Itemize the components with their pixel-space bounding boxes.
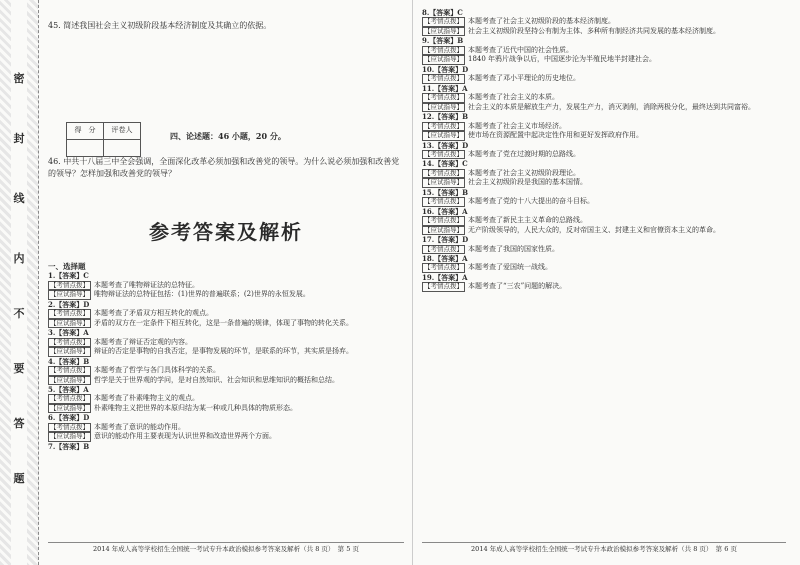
answer-explanation bbox=[422, 245, 786, 255]
explanation-tag: 【考情点拨】 bbox=[50, 309, 89, 318]
answer-number: 18.【答案】A bbox=[422, 254, 468, 264]
answer-number: 8.【答案】C bbox=[422, 8, 463, 17]
explanation-text: 使市场在资源配置中起决定性作用和更好发挥政府作用。 bbox=[468, 131, 643, 140]
seal-char: 答 bbox=[13, 417, 25, 430]
explanation-text: 本题考查了党的十八大提出的奋斗目标。 bbox=[468, 197, 594, 206]
explanation-text: 辩证的否定是事物的自我否定，是事物发展的环节，是联系的环节，其实质是扬弃。 bbox=[94, 347, 353, 356]
answer-explanation bbox=[48, 404, 404, 414]
explanation-tag: 【考情点拨】 bbox=[50, 422, 89, 431]
explanation-tag: 【考情点拨】 bbox=[424, 263, 463, 272]
answer-explanation bbox=[48, 309, 404, 319]
explanation-text: 本题考查了社会主义初级阶段的基本经济制度。 bbox=[468, 17, 615, 26]
answer-number: 1.【答案】C bbox=[48, 271, 89, 281]
explanation-text: 无产阶级领导的，人民大众的，反对帝国主义、封建主义和官僚资本主义的革命。 bbox=[468, 225, 720, 234]
answer-explanation bbox=[422, 93, 786, 103]
explanation-tag: 【考情点拨】 bbox=[424, 216, 463, 225]
answer-number: 2.【答案】D bbox=[48, 299, 90, 309]
explanation-text: 本题考查了爱国统一战线。 bbox=[468, 263, 552, 272]
explanation-text: 本题考查了辩证否定观的内容。 bbox=[94, 337, 192, 346]
answer-number: 15.【答案】B bbox=[422, 187, 469, 197]
answer-explanation bbox=[48, 281, 404, 291]
explanation-tag: 【应试指导】 bbox=[424, 225, 463, 234]
explanation-tag: 【考情点拨】 bbox=[50, 337, 89, 346]
seal-char: 密 bbox=[13, 72, 25, 85]
answer-number: 4.【答案】B bbox=[48, 356, 90, 366]
explanation-text: 本题考查了社会主义的本质。 bbox=[468, 93, 559, 102]
seal-char: 内 bbox=[13, 252, 25, 265]
answer-number: 17.【答案】D bbox=[422, 235, 469, 245]
answer-explanation bbox=[422, 226, 786, 236]
explanation-tag: 【应试指导】 bbox=[50, 403, 89, 412]
left-page bbox=[48, 6, 404, 554]
explanation-tag: 【应试指导】 bbox=[50, 432, 89, 441]
explanation-text: 社会主义初级阶段坚持公有制为主体、多种所有制经济共同发展的基本经济制度。 bbox=[468, 26, 720, 35]
seal-char: 不 bbox=[13, 307, 25, 320]
explanation-tag: 【考情点拨】 bbox=[50, 394, 89, 403]
explanation-text: 本题考查了朴素唯物主义的观点。 bbox=[94, 394, 199, 403]
answer-number: 19.【答案】A bbox=[422, 272, 468, 282]
explanation-text: 本题考查了近代中国的社会性质。 bbox=[468, 45, 573, 54]
explanation-tag: 【应试指导】 bbox=[424, 55, 463, 64]
answer-explanation bbox=[422, 103, 786, 113]
explanation-tag: 【考情点拨】 bbox=[424, 282, 463, 291]
explanation-text: 社会主义的本质是解放生产力，发展生产力，消灭剥削，消除两极分化，最终达到共同富裕。 bbox=[468, 102, 755, 111]
explanation-tag: 【考情点拨】 bbox=[424, 149, 463, 158]
explanation-text: 哲学是关于世界观的学问，是对自然知识、社会知识和思维知识的概括和总结。 bbox=[94, 375, 339, 384]
explanation-text: 本题考查了社会主义市场经济。 bbox=[468, 121, 566, 130]
explanation-tag: 【考情点拨】 bbox=[50, 366, 89, 375]
score-box bbox=[66, 122, 141, 157]
page-divider bbox=[412, 0, 413, 565]
explanation-text: 本题考查了哲学与各门具体科学的关系。 bbox=[94, 366, 220, 375]
seal-char: 线 bbox=[13, 192, 25, 205]
right-page bbox=[422, 6, 786, 554]
answer-number: 10.【答案】D bbox=[422, 64, 469, 74]
answer-number: 9.【答案】B bbox=[422, 36, 464, 46]
answer-number: 7.【答案】B bbox=[48, 441, 90, 451]
explanation-text: 社会主义初级阶段是我国的基本国情。 bbox=[468, 178, 587, 187]
page-footer: 2014 年成人高等学校招生全国统一考试专升本政治模拟参考答案及解析（共 8 页） 第 5 页 bbox=[48, 542, 404, 554]
question-45: 45. 简述我国社会主义初级阶段基本经济制度及其确立的依据。 bbox=[48, 21, 272, 30]
answer-explanation bbox=[422, 263, 786, 273]
answer-explanation bbox=[48, 432, 404, 442]
answer-explanation bbox=[48, 376, 404, 386]
answer-number: 14.【答案】C bbox=[422, 159, 468, 169]
explanation-tag: 【考情点拨】 bbox=[424, 121, 463, 130]
seal-char: 要 bbox=[13, 362, 25, 375]
answer-explanation bbox=[422, 74, 786, 84]
answer-explanation bbox=[48, 319, 404, 329]
answer-explanation bbox=[48, 423, 404, 433]
answer-explanation bbox=[48, 366, 404, 376]
page-title: 参考答案及解析 bbox=[149, 220, 303, 244]
explanation-text: 朴素唯物主义把世界的本原归结为某一种或几种具体的物质形态。 bbox=[94, 403, 297, 412]
answer-explanation bbox=[422, 131, 786, 141]
answer-number: 13.【答案】D bbox=[422, 140, 469, 150]
explanation-tag: 【考情点拨】 bbox=[50, 280, 89, 289]
answer-explanation bbox=[422, 46, 786, 56]
explanation-text: 唯物辩证法的总特征包括：(1)世界的普遍联系；(2)世界的永恒发展。 bbox=[94, 290, 310, 299]
explanation-text: 意识的能动作用主要表现为认识世界和改造世界两个方面。 bbox=[94, 432, 276, 441]
answer-explanation bbox=[422, 169, 786, 179]
explanation-tag: 【应试指导】 bbox=[50, 347, 89, 356]
answer-explanation bbox=[48, 347, 404, 357]
seal-char: 封 bbox=[13, 132, 25, 145]
explanation-tag: 【考情点拨】 bbox=[424, 168, 463, 177]
explanation-tag: 【应试指导】 bbox=[50, 318, 89, 327]
explanation-tag: 【应试指导】 bbox=[50, 375, 89, 384]
answer-explanation bbox=[422, 282, 786, 292]
explanation-text: 本题考查了意识的能动作用。 bbox=[94, 422, 185, 431]
answer-explanation bbox=[422, 216, 786, 226]
answer-explanation bbox=[422, 55, 786, 65]
explanation-tag: 【考情点拨】 bbox=[424, 17, 463, 26]
answer-number: 6.【答案】D bbox=[48, 413, 90, 423]
explanation-tag: 【应试指导】 bbox=[424, 131, 463, 140]
answer-explanation bbox=[422, 17, 786, 27]
answer-number: 16.【答案】A bbox=[422, 206, 468, 216]
answer-number: 11.【答案】A bbox=[422, 83, 468, 93]
answer-list bbox=[48, 262, 404, 451]
answer-explanation bbox=[48, 394, 404, 404]
explanation-tag: 【应试指导】 bbox=[50, 290, 89, 299]
answer-explanation bbox=[422, 150, 786, 160]
explanation-tag: 【应试指导】 bbox=[424, 178, 463, 187]
page-footer: 2014 年成人高等学校招生全国统一考试专升本政治模拟参考答案及解析（共 8 页） 第 6 页 bbox=[422, 542, 786, 554]
binding-margin bbox=[0, 0, 39, 565]
explanation-text: 本题考查了社会主义初级阶段理论。 bbox=[468, 168, 580, 177]
explanation-text: 本题考查了新民主主义革命的总路线。 bbox=[468, 216, 587, 225]
answer-explanation bbox=[48, 290, 404, 300]
question-46: 46. 中共十八届三中全会强调，全面深化改革必须加强和改善党的领导。为什么说必须加强和改善党的领导？怎样加强和改善党的领导？ bbox=[48, 157, 400, 178]
answer-explanation bbox=[422, 122, 786, 132]
score-cell bbox=[67, 140, 104, 157]
explanation-text: 本题考查了“三农”问题的解决。 bbox=[468, 282, 567, 291]
answer-explanation bbox=[48, 338, 404, 348]
explanation-tag: 【应试指导】 bbox=[424, 102, 463, 111]
explanation-text: 1840 年鸦片战争以后，中国逐步沦为半殖民地半封建社会。 bbox=[468, 55, 657, 64]
explanation-text: 本题考查了党在过渡时期的总路线。 bbox=[468, 149, 580, 158]
seal-char: 题 bbox=[13, 472, 25, 485]
section-4-heading: 四、论述题：46 小题，20 分。 bbox=[170, 131, 286, 141]
answer-explanation bbox=[422, 178, 786, 188]
answer-number: 5.【答案】A bbox=[48, 385, 89, 395]
explanation-tag: 【应试指导】 bbox=[424, 26, 463, 35]
answer-explanation bbox=[422, 197, 786, 207]
explanation-text: 矛盾的双方在一定条件下相互转化，这是一条普遍的规律，体现了事物的转化关系。 bbox=[94, 318, 353, 327]
explanation-text: 本题考查了我国的国家性质。 bbox=[468, 244, 559, 253]
explanation-text: 本题考查了矛盾双方相互转化的观点。 bbox=[94, 309, 213, 318]
score-label: 得 分 bbox=[67, 123, 104, 140]
explanation-tag: 【考情点拨】 bbox=[424, 244, 463, 253]
answer-explanation bbox=[422, 27, 786, 37]
answer-number: 12.【答案】B bbox=[422, 112, 469, 122]
answer-number: 3.【答案】A bbox=[48, 328, 89, 338]
explanation-tag: 【考情点拨】 bbox=[424, 197, 463, 206]
explanation-tag: 【考情点拨】 bbox=[424, 45, 463, 54]
explanation-text: 本题考查了邓小平理论的历史地位。 bbox=[468, 74, 580, 83]
grader-cell bbox=[104, 140, 141, 157]
answer-list bbox=[422, 8, 786, 292]
section-1-heading: 一、选择题 bbox=[48, 262, 86, 271]
grader-label: 评卷人 bbox=[104, 123, 141, 140]
explanation-text: 本题考查了唯物辩证法的总特征。 bbox=[94, 280, 199, 289]
explanation-tag: 【考情点拨】 bbox=[424, 74, 463, 83]
explanation-tag: 【考情点拨】 bbox=[424, 93, 463, 102]
